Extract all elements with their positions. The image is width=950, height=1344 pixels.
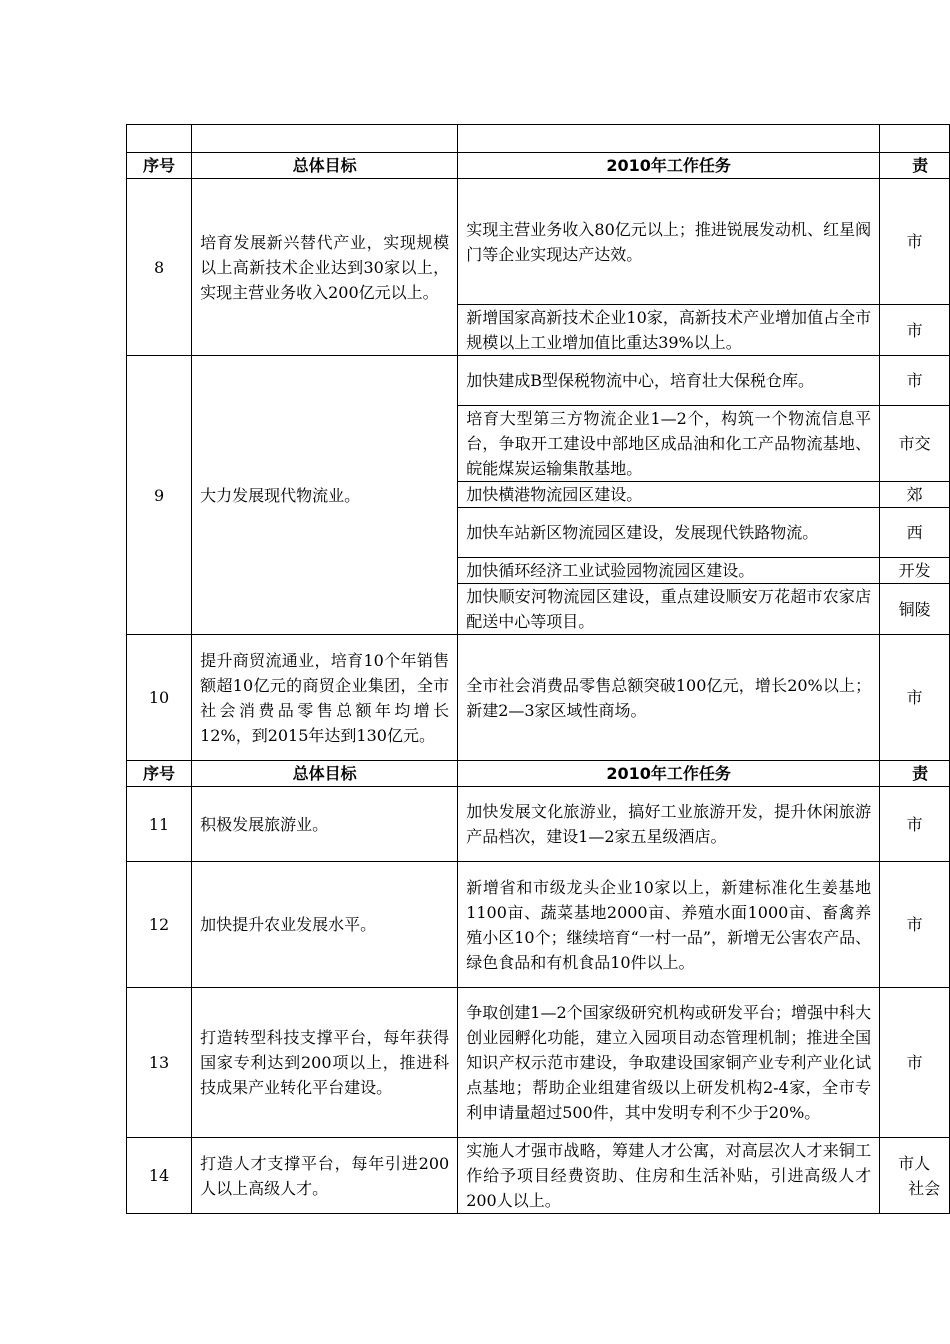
row-seq: 14	[127, 1138, 192, 1214]
row-seq: 9	[127, 356, 192, 635]
row-resp: 市交	[880, 406, 950, 482]
row-resp-line: 市人	[898, 1153, 931, 1173]
row-task: 新增国家高新技术企业10家，高新技术产业增加值占全市规模以上工业增加值比重达39%以上。	[458, 305, 880, 356]
row-resp-line: 社会	[908, 1178, 941, 1198]
row-task: 培育大型第三方物流企业1—2个，构筑一个物流信息平台，争取开工建设中部地区成品油和化工产品物流基地、皖能煤炭运输集散基地。	[458, 406, 880, 482]
row-task: 加快车站新区物流园区建设，发展现代铁路物流。	[458, 508, 880, 558]
row-goal: 打造转型科技支撑平台，每年获得国家专利达到200项以上，推进科技成果产业转化平台建设。	[192, 988, 458, 1138]
row-resp: 市	[880, 356, 950, 406]
table-row	[127, 356, 950, 406]
row-goal: 大力发展现代物流业。	[192, 356, 458, 635]
row-goal: 提升商贸流通业，培育10个年销售额超10亿元的商贸企业集团，全市社会消费品零售总额年均增长12%，到2015年达到130亿元。	[192, 635, 458, 761]
row-task: 实现主营业务收入80亿元以上；推进锐展发动机、红星阀门等企业实现达产达效。	[458, 179, 880, 305]
row-task: 加快循环经济工业试验园物流园区建设。	[458, 558, 880, 584]
header-goal: 总体目标	[192, 761, 458, 787]
row-resp: 市	[880, 988, 950, 1138]
row-task: 加快建成B型保税物流中心，培育壮大保税仓库。	[458, 356, 880, 406]
row-resp: 西	[880, 508, 950, 558]
header-task: 2010年工作任务	[458, 153, 880, 179]
header-row	[127, 761, 950, 787]
header-resp: 责	[880, 761, 950, 787]
header-task: 2010年工作任务	[458, 761, 880, 787]
row-resp: 市	[880, 635, 950, 761]
table-row	[127, 635, 950, 761]
row-resp: 市	[880, 179, 950, 305]
table-row	[127, 988, 950, 1138]
row-seq: 11	[127, 787, 192, 862]
task-table	[126, 124, 950, 1214]
blank-row	[127, 125, 950, 153]
row-task: 争取创建1—2个国家级研究机构或研发平台；增强中科大创业园孵化功能，建立入园项目动态管理机制；推进全国知识产权示范市建设，争取建设国家铜产业专利产业化试点基地；帮助企业组建省级以上研发机构2-4家，全市专利申请量超过500件，其中发明专利不少于20%。	[458, 988, 880, 1138]
row-resp: 郊	[880, 482, 950, 508]
row-goal: 打造人才支撑平台，每年引进200人以上高级人才。	[192, 1138, 458, 1214]
row-resp: 市	[880, 787, 950, 862]
row-goal: 加快提升农业发展水平。	[192, 862, 458, 988]
row-resp: 铜陵	[880, 584, 950, 635]
table-row	[127, 787, 950, 862]
row-task: 加快顺安河物流园区建设，重点建设顺安万花超市农家店配送中心等项目。	[458, 584, 880, 635]
row-seq: 12	[127, 862, 192, 988]
row-resp: 市	[880, 305, 950, 356]
row-task: 实施人才强市战略，筹建人才公寓，对高层次人才来铜工作给予项目经费资助、住房和生活补贴，引进高级人才200人以上。	[458, 1138, 880, 1214]
row-resp: 市	[880, 862, 950, 988]
header-goal: 总体目标	[192, 153, 458, 179]
row-task: 加快发展文化旅游业，搞好工业旅游开发，提升休闲旅游产品档次，建设1—2家五星级酒店。	[458, 787, 880, 862]
row-goal: 积极发展旅游业。	[192, 787, 458, 862]
row-task: 新增省和市级龙头企业10家以上，新建标准化生姜基地1100亩、蔬菜基地2000亩、养殖水面1000亩、畜禽养殖小区10个；继续培育“一村一品”，新增无公害农产品、绿色食品和有机食品10件以上。	[458, 862, 880, 988]
header-seq: 序号	[127, 153, 192, 179]
table-row	[127, 1138, 950, 1214]
row-seq: 13	[127, 988, 192, 1138]
row-seq: 8	[127, 179, 192, 356]
row-task: 加快横港物流园区建设。	[458, 482, 880, 508]
row-goal: 培育发展新兴替代产业，实现规模以上高新技术企业达到30家以上，实现主营业务收入200亿元以上。	[192, 179, 458, 356]
row-task: 全市社会消费品零售总额突破100亿元，增长20%以上；新建2—3家区域性商场。	[458, 635, 880, 761]
table-row	[127, 862, 950, 988]
row-resp	[880, 1138, 950, 1214]
row-seq: 10	[127, 635, 192, 761]
row-resp: 开发	[880, 558, 950, 584]
table-row	[127, 179, 950, 305]
header-seq: 序号	[127, 761, 192, 787]
header-row	[127, 153, 950, 179]
header-resp: 责	[880, 153, 950, 179]
